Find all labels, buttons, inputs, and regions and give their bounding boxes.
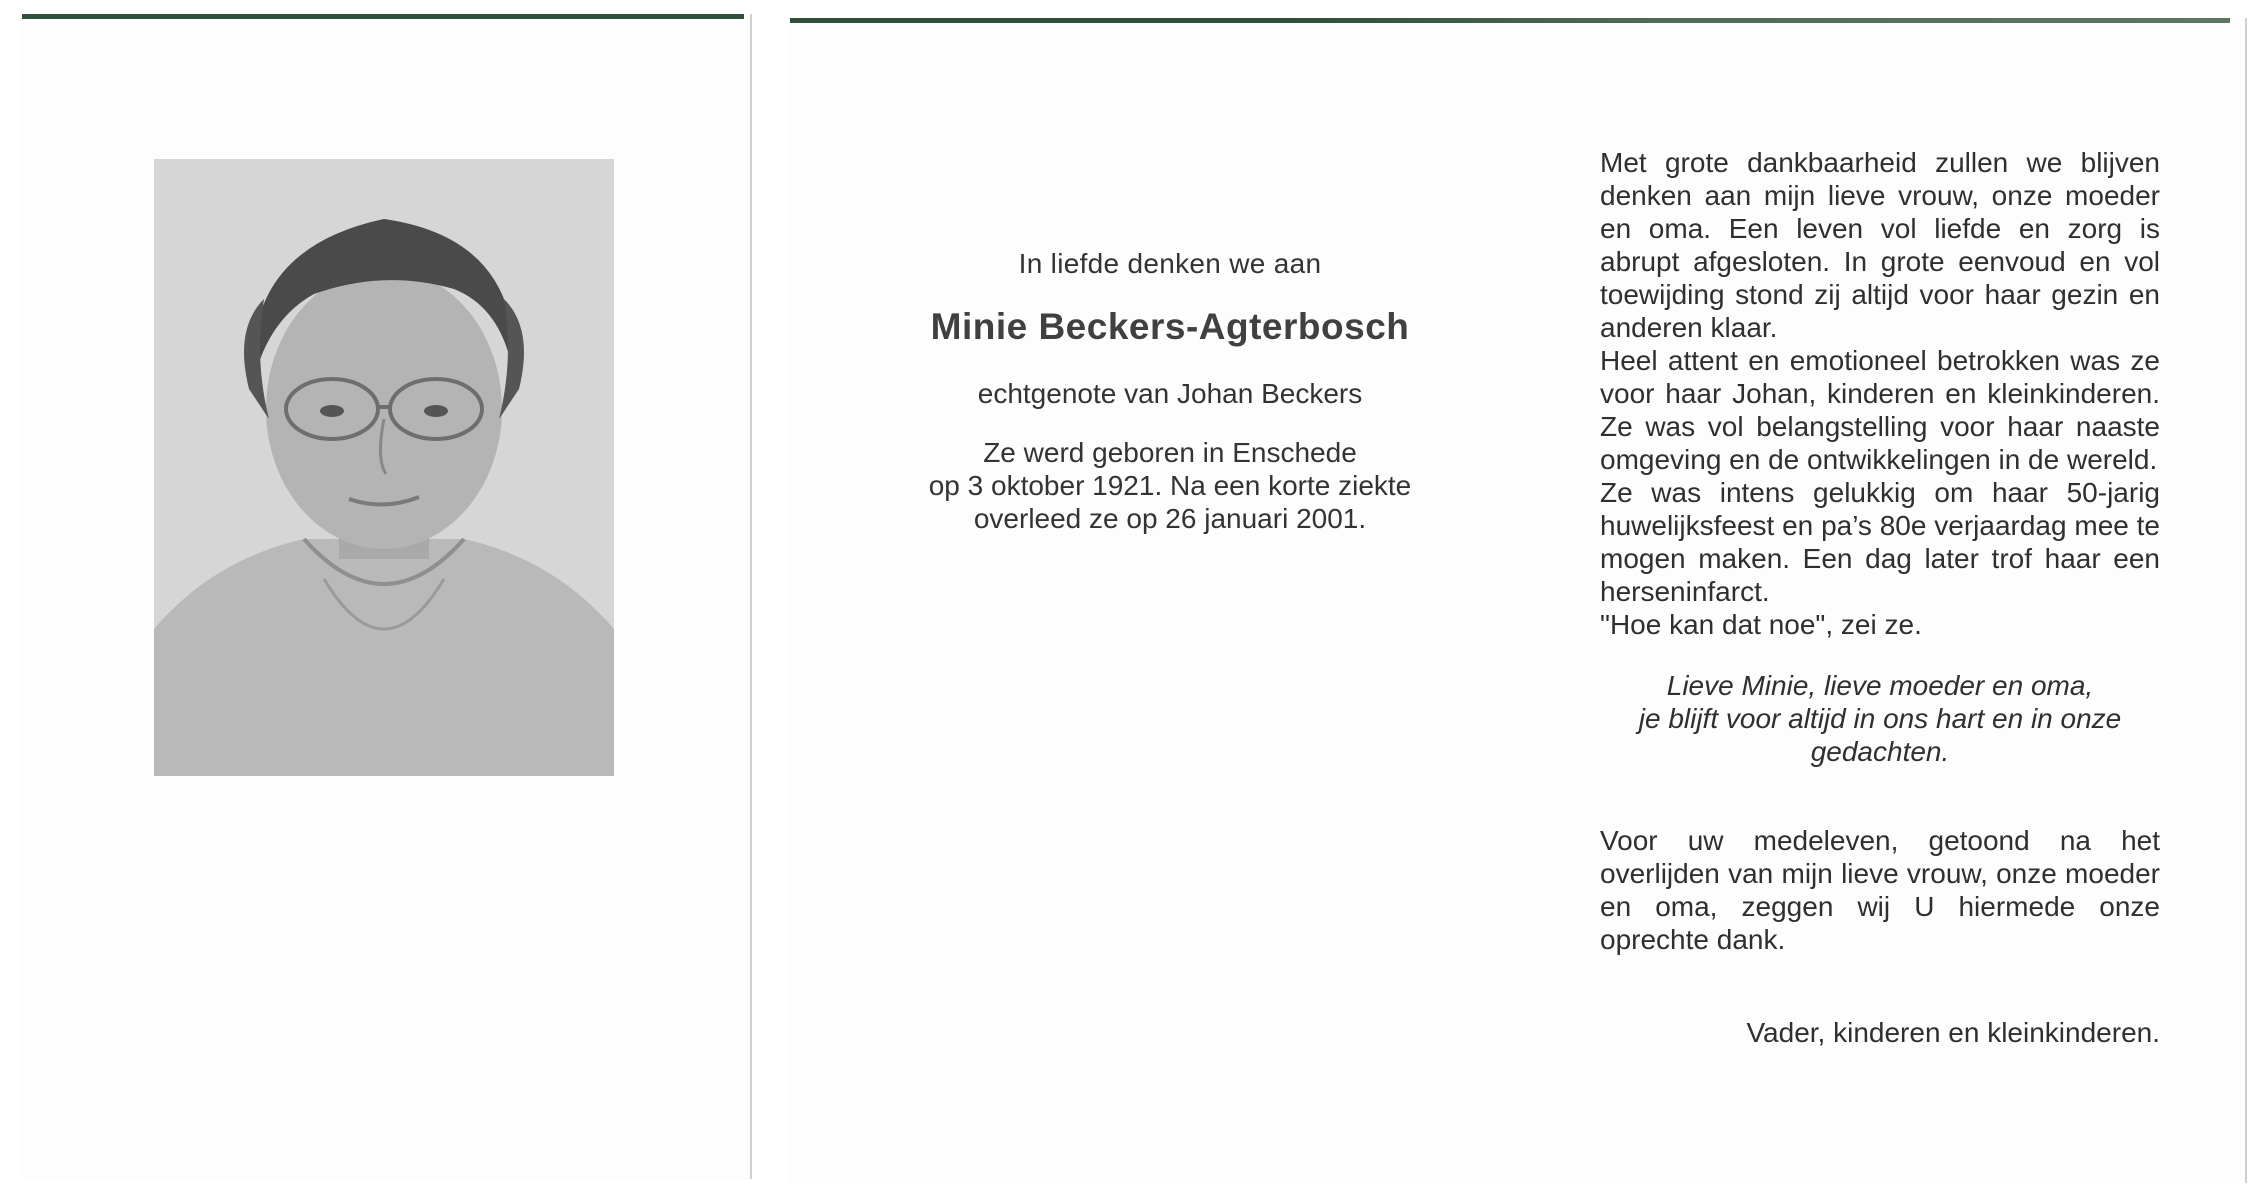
memorial-paragraph: Heel attent en emotioneel betrokken was ze voor haar Johan, kinderen en kleinkinderen. Ze was vol belangstelling voor haar naaste omgeving en de ontwikkelingen in de wereld. — [1600, 345, 2160, 475]
announcement-block — [870, 248, 1470, 535]
deceased-name: Minie Beckers-Agterbosch — [930, 306, 1410, 347]
quote-line: Lieve Minie, lieve moeder en oma, — [1666, 670, 2094, 701]
thanks-paragraph: Voor uw medeleven, getoond na het overlijden van mijn lieve vrouw, onze moeder en oma, zeggen wij U hiermede onze oprechte dank. — [1600, 825, 2160, 955]
intro-line: In liefde denken we aan — [1018, 248, 1322, 279]
memorial-paragraph: Ze was intens gelukkig om haar 50-jarig huwelijksfeest en pa’s 80e verjaardag mee te mogen maken. Een dag later trof haar een herseninfarct. — [1600, 477, 2160, 607]
birth-line: Ze werd geboren in Enschede — [983, 437, 1357, 468]
quote-line: gedachten. — [1810, 736, 1950, 767]
top-rule — [790, 18, 2230, 23]
birth-death-details — [870, 436, 1470, 535]
left-card — [22, 14, 752, 1179]
birth-line: overleed ze op 26 januari 2001. — [973, 503, 1367, 534]
portrait-photo — [154, 159, 614, 776]
birth-line: op 3 oktober 1921. Na een korte ziekte — [928, 470, 1412, 501]
memorial-quote — [1600, 669, 2160, 768]
spouse-line: echtgenote van Johan Beckers — [977, 378, 1363, 409]
memorial-text — [1600, 146, 2160, 1049]
signoff: Vader, kinderen en kleinkinderen. — [1746, 1017, 2160, 1048]
quote-line: je blijft voor altijd in ons hart en in onze — [1638, 703, 2122, 734]
portrait-illustration — [154, 159, 614, 776]
memorial-paragraph: "Hoe kan dat noe", zei ze. — [1600, 609, 1922, 640]
right-card — [790, 18, 2247, 1183]
top-rule — [22, 14, 744, 19]
memorial-paragraph: Met grote dankbaarheid zullen we blijven denken aan mijn lieve vrouw, onze moeder en oma. Een leven vol liefde en zorg is abrupt afgesloten. In grote eenvoud en vol toewijding stond zij altijd voor haar gezin en anderen klaar. — [1600, 147, 2160, 343]
